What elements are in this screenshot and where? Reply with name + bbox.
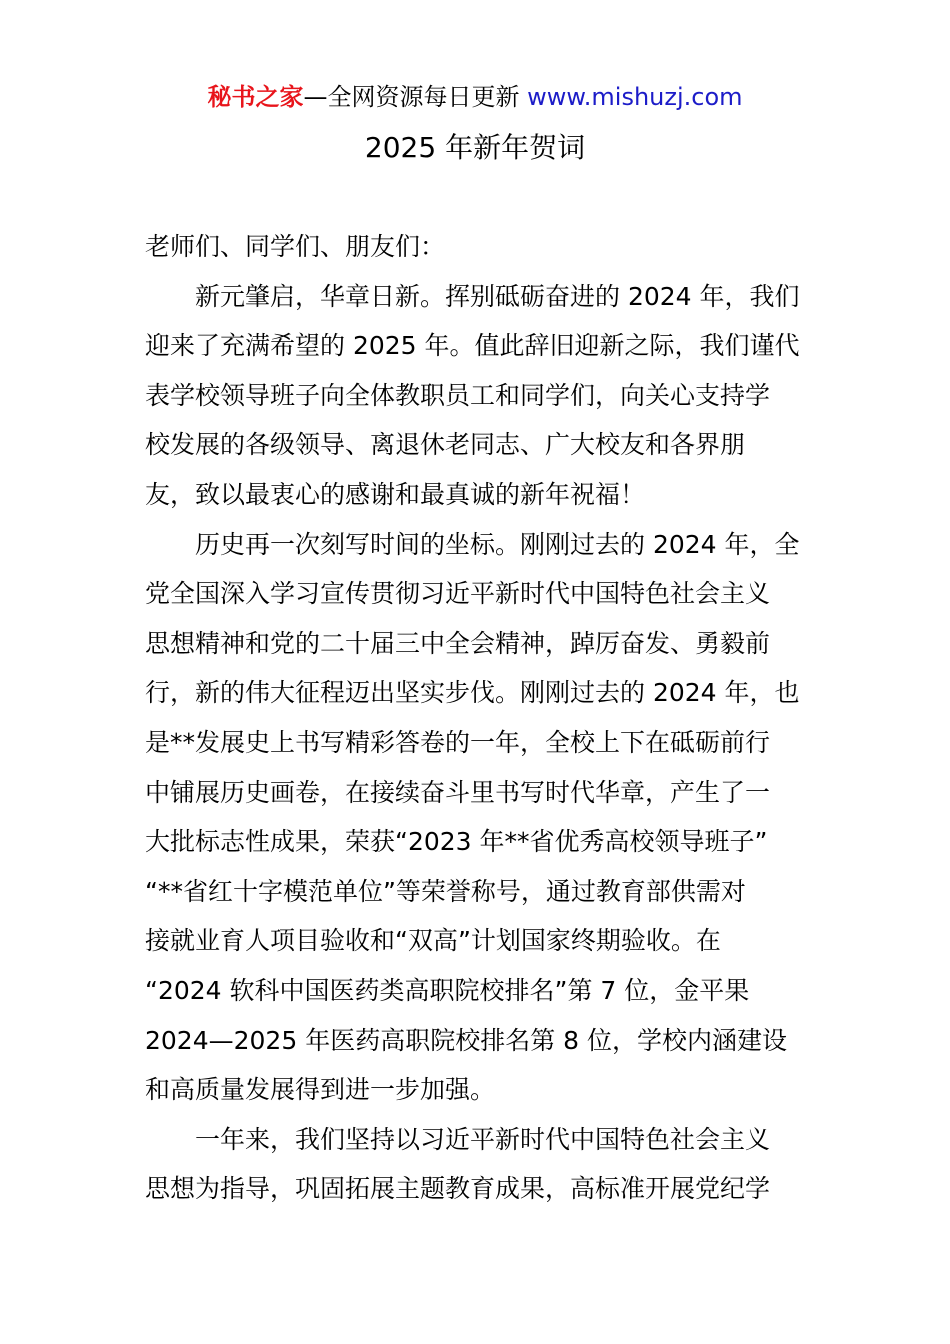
document-body <box>145 222 815 1214</box>
paragraph-line: 友，致以最衷心的感谢和最真诚的新年祝福！ <box>145 479 646 509</box>
paragraph-line: “**省红十字模范单位”等荣誉称号，通过教育部供需对 <box>145 876 746 906</box>
site-tagline: —全网资源每日更新 <box>303 83 528 111</box>
site-url-link[interactable]: www.mishuzj.com <box>527 83 743 111</box>
paragraph-line: 历史再一次刻写时间的坐标。刚刚过去的 2024 年，全 <box>195 529 800 559</box>
paragraph-line: “2024 软科中国医药类高职院校排名”第 7 位，金平果 <box>145 975 750 1005</box>
paragraph-line: 和高质量发展得到进一步加强。 <box>145 1075 496 1105</box>
paragraph-line: 2024—2025 年医药高职院校排名第 8 位，学校内涵建设 <box>145 1025 787 1055</box>
greeting-line: 老师们、同学们、朋友们： <box>145 232 446 261</box>
paragraph-line: 中铺展历史画卷，在接续奋斗里书写时代华章，产生了一 <box>145 777 771 807</box>
paragraph-line: 表学校领导班子向全体教职员工和同学们，向关心支持学 <box>145 380 771 410</box>
paragraph-line: 行，新的伟大征程迈出坚实步伐。刚刚过去的 2024 年，也 <box>145 678 800 708</box>
paragraph-line: 接就业育人项目验收和“双高”计划国家终期验收。在 <box>145 926 721 956</box>
paragraph-line: 大批标志性成果，荣获“2023 年**省优秀高校领导班子” <box>145 827 768 857</box>
paragraph-line: 党全国深入学习宣传贯彻习近平新时代中国特色社会主义 <box>145 579 771 609</box>
paragraph-line: 一年来，我们坚持以习近平新时代中国特色社会主义 <box>195 1124 771 1154</box>
paragraph-line: 是**发展史上书写精彩答卷的一年，全校上下在砥砺前行 <box>145 727 771 757</box>
paragraph-line: 新元肇启，华章日新。挥别砥砺奋进的 2024 年，我们 <box>195 281 800 311</box>
paragraph-line: 校发展的各级领导、离退休老同志、广大校友和各界朋 <box>145 430 746 460</box>
paragraph-line: 思想为指导，巩固拓展主题教育成果，高标准开展党纪学 <box>145 1174 771 1204</box>
paragraph-line: 迎来了充满希望的 2025 年。值此辞旧迎新之际，我们谨代 <box>145 331 800 361</box>
brand-name: 秘书之家 <box>207 83 304 111</box>
site-header <box>0 80 950 114</box>
paragraph-line: 思想精神和党的二十届三中全会精神，踔厉奋发、勇毅前 <box>145 628 771 658</box>
document-title: 2025 年新年贺词 <box>364 131 586 164</box>
